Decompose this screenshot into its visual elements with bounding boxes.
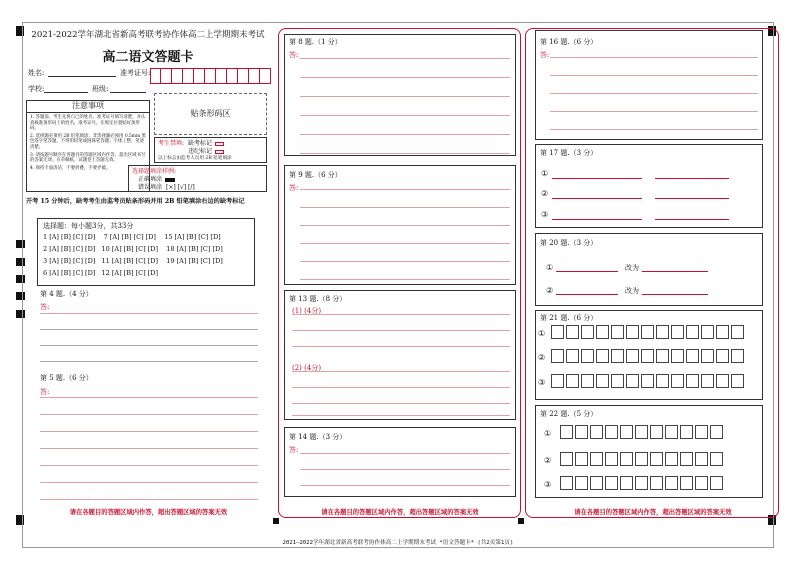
q17-item-3-field[interactable] xyxy=(552,219,642,220)
barcode-area xyxy=(154,93,267,135)
q8-answer-area[interactable] xyxy=(300,46,510,154)
q21-title: 第 21 题.（6 分） xyxy=(540,314,598,322)
violation-mark-box[interactable] xyxy=(215,150,224,154)
q13-part1-area[interactable] xyxy=(292,303,510,347)
q20-item-2-field[interactable] xyxy=(556,294,618,295)
q17-item-2-field-b[interactable] xyxy=(655,198,729,199)
area-notice-middle: 请在各题目的答题区域内作答，超出答题区域的答案无效 xyxy=(321,509,479,516)
q5-answer-area[interactable] xyxy=(40,384,258,500)
notice-item: 1. 答题前，考生先将自己的姓名、准考证号填写清楚，并认真核准条形码上的姓名、准考证号，在规定位置贴好条形码。 xyxy=(30,115,146,132)
page-footer: 2021—2022学年湖北省新高考联考协作体高二上学期期末考试 *语文答题卡* (共2页第1页) xyxy=(282,540,514,546)
q21-row-3-num: ③ xyxy=(538,378,546,387)
q14-title: 第 14 题.（3 分） xyxy=(289,433,347,441)
prohibit-label: 考生禁填: xyxy=(158,140,185,147)
q22-row-3-num: ③ xyxy=(544,480,552,489)
choice-row[interactable]: 1 [A] [B] [C] [D] 7 [A] [B] [C] [D] 15 [A] [B] [C] [D] xyxy=(43,233,221,241)
q4-answer-area[interactable] xyxy=(40,300,258,362)
notice-title: 注意事项 xyxy=(27,101,149,113)
q14-answer-label: 答: xyxy=(289,446,299,454)
q5-title: 第 5 题.（6 分） xyxy=(40,374,93,382)
q9-title: 第 9 题.（6 分） xyxy=(289,171,342,179)
absence-warning: 开考 15 分钟后，缺考考生由监考员贴条形码并用 2B 铅笔填涂右边的缺考标记 xyxy=(26,198,245,205)
q9-answer-area[interactable] xyxy=(300,176,510,280)
q8-answer-label: 答: xyxy=(289,51,299,59)
area-notice-right: 请在各题目的答题区域内作答，超出答题区域的答案无效 xyxy=(574,509,732,516)
notice-item: 2. 选择题必须用 2B 铅笔填涂；非选择题必须用 0.5mm 黑色签字笔答题，不得用铅笔或圆珠笔答题；字体工整、笔迹清楚。 xyxy=(30,133,146,150)
q21-row-3-grid[interactable] xyxy=(551,374,744,388)
card-title: 高二语文答题卡 xyxy=(102,50,194,65)
q17-title: 第 17 题.（3 分） xyxy=(540,149,598,157)
notice-item: 4. 保持卡面清洁，不要折叠，不要弄破。 xyxy=(30,165,111,171)
q17-item-2-field[interactable] xyxy=(552,198,642,199)
q20-item-2-field-b[interactable] xyxy=(642,294,708,295)
school-label: 学校: xyxy=(28,85,45,93)
prohibit-box xyxy=(154,137,267,163)
q22-title: 第 22 题.（5 分） xyxy=(540,410,598,418)
q17-item-2-num: ② xyxy=(541,189,549,198)
ticket-number-grid[interactable] xyxy=(150,68,271,84)
q17-item-1-field-b[interactable] xyxy=(655,178,729,179)
q21-row-1-grid[interactable] xyxy=(551,325,744,339)
q20-item-1-field-b[interactable] xyxy=(642,271,708,272)
wrong-fill-marks: [×] [√] [/] xyxy=(166,184,195,191)
ticket-label: 准考证号: xyxy=(120,69,151,77)
q13-title: 第 13 题.（8 分） xyxy=(289,295,347,303)
q16-title: 第 16 题.（6 分） xyxy=(540,38,598,46)
choice-row[interactable]: 3 [A] [B] [C] [D] 11 [A] [B] [C] [D] 19 [A] [B] [C] [D] xyxy=(43,257,223,265)
fill-example-title: 选择题填涂样例: xyxy=(132,168,177,175)
correct-fill-label: 正确填涂 xyxy=(138,176,163,183)
q21-row-2-grid[interactable] xyxy=(551,349,744,363)
barcode-label: 贴条形码区 xyxy=(190,109,231,118)
q17-item-1-field[interactable] xyxy=(552,178,642,179)
q14-answer-area[interactable] xyxy=(300,441,510,486)
prohibit-note: 以上标志由监考人员用 2B 铅笔填涂 xyxy=(158,156,232,161)
q16-answer-label: 答: xyxy=(540,51,550,59)
missing-mark-label: 缺考标记 xyxy=(188,140,213,147)
q4-title: 第 4 题.（4 分） xyxy=(40,290,93,298)
q5-answer-label: 答: xyxy=(40,388,50,396)
q17-item-3-num: ③ xyxy=(541,210,549,219)
q9-answer-label: 答: xyxy=(289,184,299,192)
fill-example-box xyxy=(128,165,267,192)
q21-row-2-num: ② xyxy=(538,353,546,362)
q22-row-2-num: ② xyxy=(544,456,552,465)
q20-title: 第 20 题.（3 分） xyxy=(540,239,598,247)
name-label: 姓名: xyxy=(28,69,45,77)
q8-title: 第 8 题.（1 分） xyxy=(289,38,342,46)
class-field[interactable] xyxy=(110,92,146,93)
q17-item-1-num: ① xyxy=(541,169,549,178)
notice-item: 3. 请按题号顺序在各题目的答题区域内作答，超出区域书写的答案无效；在草稿纸、试题卷上答题无效。 xyxy=(30,152,146,164)
choice-section xyxy=(37,218,255,286)
q22-row-2-grid[interactable] xyxy=(560,452,723,466)
q22-row-1-num: ① xyxy=(544,429,552,438)
choice-row[interactable]: 6 [A] [B] [C] [D] 12 [A] [B] [C] [D] xyxy=(43,269,159,277)
q21-row-1-num: ① xyxy=(538,329,546,338)
exam-title: 2021-2022学年湖北省新高考联考协作体高二上学期期末考试 xyxy=(31,30,265,40)
school-field[interactable] xyxy=(44,92,88,93)
q20-item-1-num: ① xyxy=(546,263,554,272)
name-field[interactable] xyxy=(48,76,116,77)
correct-fill-mark xyxy=(165,178,175,182)
q22-row-1-grid[interactable] xyxy=(560,425,723,439)
q20-item-2-num: ② xyxy=(546,286,554,295)
q22-row-3-grid[interactable] xyxy=(560,476,723,490)
wrong-fill-label: 错误填涂 xyxy=(138,184,163,191)
q13-part1-label: (1) (4分) xyxy=(292,307,322,315)
q20-item-1-field[interactable] xyxy=(556,271,618,272)
q16-answer-area[interactable] xyxy=(550,46,758,130)
class-label: 班级: xyxy=(92,85,109,93)
q17-item-3-field-b[interactable] xyxy=(655,219,729,220)
choice-title: 选择题：每小题3分，共33分 xyxy=(43,222,134,230)
q20-item-1-change: 改为 xyxy=(625,264,639,272)
q4-answer-label: 答: xyxy=(40,303,50,311)
violation-mark-label: 违纪标记 xyxy=(188,148,213,155)
missing-mark-box[interactable] xyxy=(215,142,224,146)
choice-row[interactable]: 2 [A] [B] [C] [D] 10 [A] [B] [C] [D] 18 [A] [B] [C] [D] xyxy=(43,245,223,253)
q13-part2-area[interactable] xyxy=(292,360,510,416)
area-notice-left: 请在各题目的答题区域内作答，超出答题区域的答案无效 xyxy=(69,509,228,516)
q13-part2-label: (2) (4分) xyxy=(292,364,322,372)
q20-item-2-change: 改为 xyxy=(625,287,639,295)
